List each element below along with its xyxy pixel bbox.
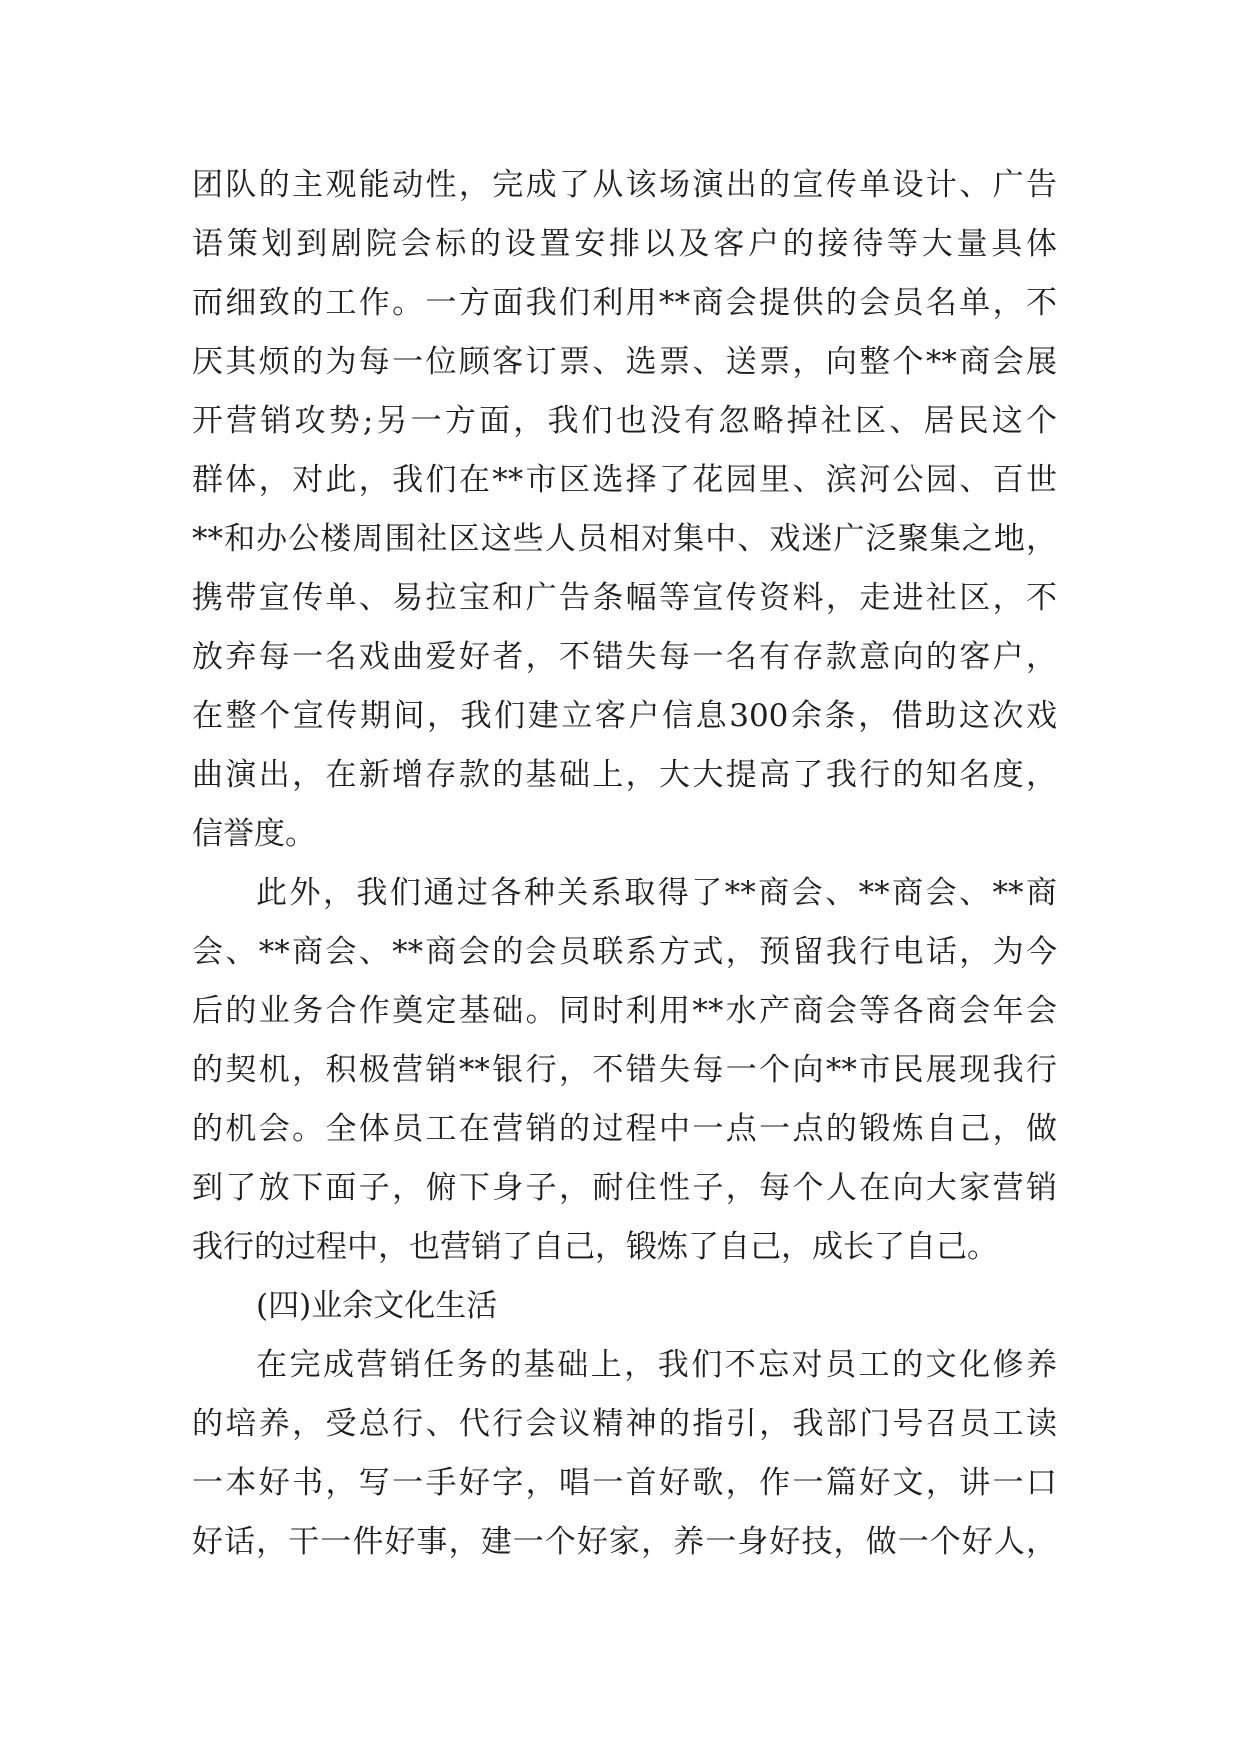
paragraph-first-line: 此外，我们通过各种关系取得了**商会、**商会、**商 [256, 875, 1057, 911]
text-line: 我行的过程中，也营销了自己，锻炼了自己，成长了自己。 [192, 1229, 998, 1265]
text-line: 携带宣传单、易拉宝和广告条幅等宣传资料，走进社区，不 [192, 580, 1057, 616]
text-line: 好话，干一件好事，建一个好家，养一身好技，做一个好人， [192, 1524, 1057, 1560]
text-line: **和办公楼周围社区这些人员相对集中、戏迷广泛聚集之地， [192, 521, 1057, 557]
text-line: 曲演出，在新增存款的基础上，大大提高了我行的知名度， [192, 757, 1057, 793]
text-line: 在整个宣传期间，我们建立客户信息300余条，借助这次戏 [192, 698, 1057, 734]
text-line: 会、**商会、**商会的会员联系方式，预留我行电话，为今 [192, 934, 1057, 970]
text-line: 放弃每一名戏曲爱好者，不错失每一名有存款意向的客户， [192, 639, 1057, 675]
text-line: 信誉度。 [192, 816, 316, 852]
text-line: 群体，对此，我们在**市区选择了花园里、滨河公园、百世 [192, 462, 1057, 498]
text-line: 的契机，积极营销**银行，不错失每一个向**市民展现我行 [192, 1052, 1057, 1088]
document-body [192, 156, 1057, 1572]
paragraph-first-line: 在完成营销任务的基础上，我们不忘对员工的文化修养 [256, 1347, 1057, 1383]
text-line: 团队的主观能动性，完成了从该场演出的宣传单设计、广告 [192, 167, 1057, 203]
text-line: 厌其烦的为每一位顾客订票、选票、送票，向整个**商会展 [192, 344, 1057, 380]
text-line: 语策划到剧院会标的设置安排以及客户的接待等大量具体 [192, 226, 1057, 262]
text-line: 一本好书，写一手好字，唱一首好歌，作一篇好文，讲一口 [192, 1465, 1057, 1501]
text-line: 的机会。全体员工在营销的过程中一点一点的锻炼自己，做 [192, 1111, 1057, 1147]
text-line: 而细致的工作。一方面我们利用**商会提供的会员名单，不 [192, 285, 1057, 321]
text-line: 到了放下面子，俯下身子，耐住性子，每个人在向大家营销 [192, 1170, 1057, 1206]
text-line: 开营销攻势;另一方面，我们也没有忽略掉社区、居民这个 [192, 403, 1057, 439]
text-line: 后的业务合作奠定基础。同时利用**水产商会等各商会年会 [192, 993, 1057, 1029]
text-line: 的培养，受总行、代行会议精神的指引，我部门号召员工读 [192, 1406, 1057, 1442]
section-heading: (四)业余文化生活 [256, 1288, 498, 1324]
